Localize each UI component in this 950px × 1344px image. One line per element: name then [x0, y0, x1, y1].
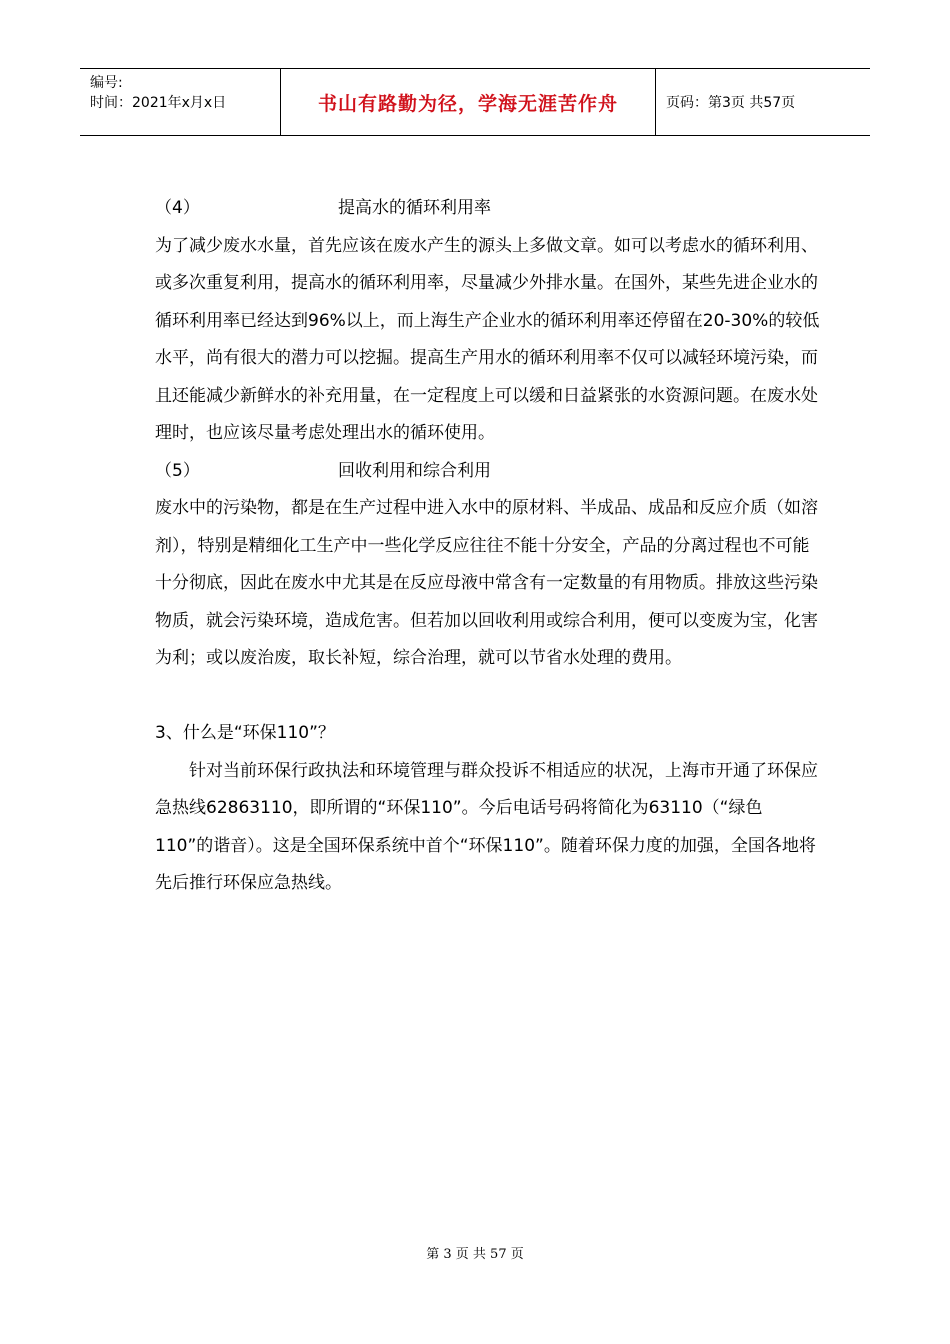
header-motto: 书山有路勤为径，学海无涯苦作舟 [281, 69, 656, 135]
header-meta [80, 69, 281, 135]
section-4-body: 为了减少废水水量，首先应该在废水产生的源头上多做文章。如可以考虑水的循环利用、或多次重复利用，提高水的循环利用率，尽量减少外排水量。在国外，某些先进企业水的循环利用率已经达到96%以上，而上海生产企业水的循环利用率还停留在20-30%的较低水平，尚有很大的潜力可以挖掘。提高生产用水的循环利用率不仅可以减轻环境污染，而且还能减少新鲜水的补充用量，在一定程度上可以缓和日益紧张的水资源问题。在废水处理时，也应该尽量考虑处理出水的循环使用。 [155, 235, 820, 443]
document-time: 时间：2021年x月x日 [90, 95, 227, 111]
section-5-heading [155, 453, 820, 491]
section-5-title: 回收利用和综合利用 [338, 460, 491, 481]
question-3-title: 3、什么是“环保110”？ [155, 723, 335, 743]
section-4-title: 提高水的循环利用率 [338, 198, 491, 218]
document-body [155, 190, 820, 903]
page-footer: 第 3 页 共 57 页 [426, 1247, 524, 1262]
paragraph-gap [155, 678, 820, 716]
section-5-number: （5） [155, 460, 200, 481]
document-number-label: 编号: [90, 75, 123, 91]
header-page-info: 页码：第3页 共57页 [666, 95, 796, 111]
page-header [80, 68, 870, 136]
section-5-body: 废水中的污染物，都是在生产过程中进入水中的原材料、半成品、成品和反应介质（如溶剂），特别是精细化工生产中一些化学反应往往不能十分安全，产品的分离过程也不可能十分彻底，因此在废水中尤其是在反应母液中常含有一定数量的有用物质。排放这些污染物质，就会污染环境，造成危害。但若加以回收利用或综合利用，便可以变废为宝，化害为利；或以废治废，取长补短，综合治理，就可以节省水处理的费用。 [155, 498, 818, 668]
question-3-body: 针对当前环保行政执法和环境管理与群众投诉不相适应的状况，上海市开通了环保应急热线62863110，即所谓的“环保110”。今后电话号码将简化为63110（“绿色110”的谐音）。这是全国环保系统中首个“环保110”。随着环保力度的加强，全国各地将先后推行环保应急热线。 [155, 760, 818, 893]
section-4-heading [155, 190, 820, 228]
section-4-number: （4） [155, 198, 200, 218]
